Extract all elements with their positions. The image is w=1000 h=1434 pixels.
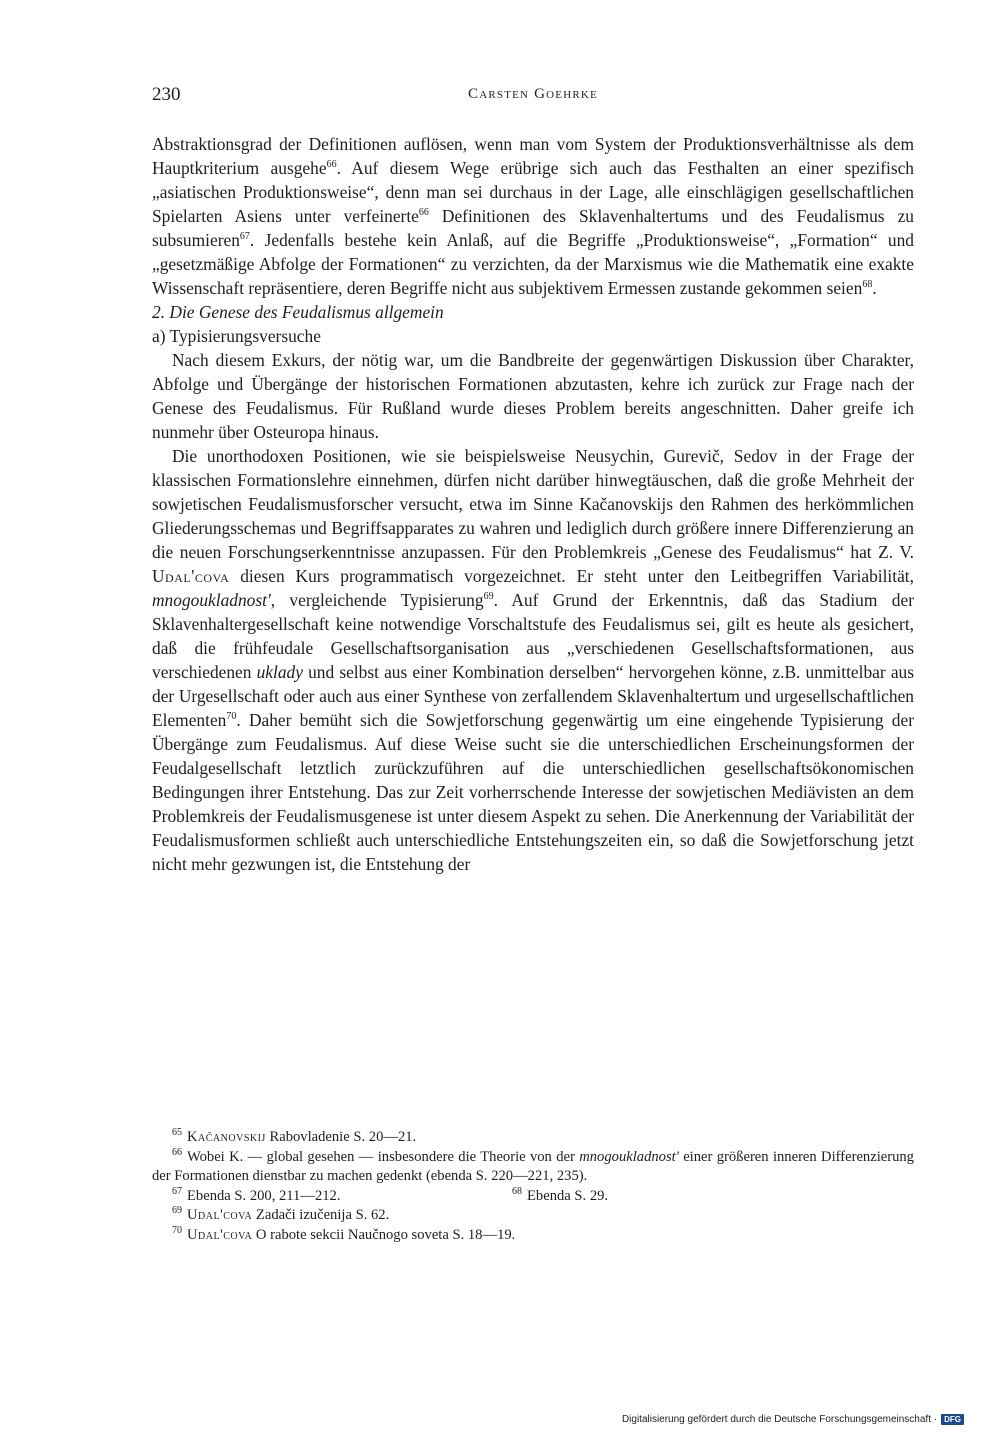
subsection-heading: a) Typisierungsversuche (152, 326, 321, 346)
footnote-69: $^{69}$ Udal'cova Zadači izučenija S. 62. (172, 1205, 390, 1223)
footnote-ref-68[interactable]: 68 (862, 279, 873, 291)
author-name: Udal'cova (152, 566, 230, 586)
footnote-row-67-68 (152, 1187, 914, 1207)
footnote-68: $^{68}$ Ebenda S. 29. (512, 1185, 609, 1204)
funding-note (622, 1414, 964, 1425)
footnotes (152, 1128, 914, 1245)
footnote-65: $^{65}$ Kačanovskij Rabovladenie S. 20—21. (172, 1127, 417, 1145)
footnote-ref-70[interactable]: 70 (226, 711, 237, 723)
paragraph-2: Nach diesem Exkurs, der nötig war, um die Bandbreite der gegenwärtigen Diskussion über Charakter, Abfolge und Übergänge der historischen Formationen abzutasten, kehre ich zurück zur Frage nach der Genese des Feudalismus. Für Rußland wurde dieses Problem bereits angeschnitten. Daher greife ich nunmehr über Osteuropa hinaus. (152, 350, 914, 442)
page-header (152, 84, 914, 108)
paragraph-1: Abstraktionsgrad der Definitionen auflösen, wenn man vom System der Produktionsverhältnisse als dem Hauptkriterium ausgehe$^{66}$. Auf diesem Wege erübrige sich auch das Festhalten an einer spezifisch „asiatischen Produktionsweise“, denn man sei durchaus in der Lage, alle einschlägigen gesellschaftlichen Spielarten Asiens unter verfeinerte$^{66}$ Definitionen des Sklavenhaltertums und des Feudalismus zu subsumieren$^{67}$. Jedenfalls bestehe kein Anlaß, auf die Begriffe „Produktionsweise“, „Formation“ und „gesetzmäßige Abfolge der Formationen“ zu verzichten, da der Marxismus wie die Mathematik eine exakte Wissenschaft repräsentiere, deren Begriffe nicht aus subjektivem Ermessen zustande gekommen seien$^{68}$. (152, 134, 914, 298)
running-head: Carsten Goehrke (468, 86, 598, 102)
term-mnogoukladnost: mnogoukladnost' (152, 590, 271, 610)
section-heading: 2. Die Genese des Feudalismus allgemein (152, 302, 444, 322)
page-number: 230 (152, 84, 181, 105)
footnote-ref-67[interactable]: 67 (239, 231, 250, 243)
term-uklady: uklady (256, 662, 303, 682)
dfg-logo-icon: DFG (941, 1414, 964, 1425)
footnote-66: $^{66}$ Wobei K. — global gesehen — insbesondere die Theorie von der mnogoukladnost' einer größeren inneren Differenzierung der Formationen dienstbar zu machen gedenkt (ebenda S. 220—221, 235). (152, 1146, 914, 1184)
footnote-ref-66[interactable]: 66 (326, 159, 337, 171)
footnote-ref-69[interactable]: 69 (483, 591, 494, 603)
footnote-70: $^{70}$ Udal'cova O rabote sekcii Naučnogo soveta S. 18—19. (172, 1224, 516, 1243)
paragraph-3: Die unorthodoxen Positionen, wie sie beispielsweise Neusychin, Gurevič, Sedov in der Frage der klassischen Formationslehre einnehmen, dürfen nicht darüber hinwegtäuschen, daß die große Mehrheit der sowjetischen Feudalismusforscher versucht, etwa im Sinne Kačanovskijs den Rahmen des herkömmlichen Gliederungsschemas und Begriffsapparates zu wahren und lediglich durch größere innere Differenzierung an die neuen Forschungserkenntnisse anzupassen. Für den Problemkreis „Genese des Feudalismus“ hat Z. V. Udal'cova diesen Kurs programmatisch vorgezeichnet. Er steht unter den Leitbegriffen Variabilität, mnogoukladnost', vergleichende Typisierung$^{69}$. Auf Grund der Erkenntnis, daß das Stadium der Sklavenhaltergesellschaft keine notwendige Vorschaltstufe des Feudalismus sei, gilt es heute als gesichert, daß die frühfeudale Gesellschaftsorganisation aus „verschiedenen Gesellschaftsformationen, aus verschiedenen uklady und selbst aus einer Kombination derselben“ hervorgehen könne, z.B. unmittelbar aus der Urgesellschaft oder auch aus einer Synthese von zerfallendem Sklavenhaltertum und urgesellschaftlichen Elementen$^{70}$. Daher bemüht sich die Sowjetforschung gegenwärtig um eine eingehende Typisierung der Übergänge zum Feudalismus. Auf diese Weise sucht sie die unterschiedlichen Erscheinungsformen der Feudalgesellschaft letztlich zurückzuführen auf die unterschiedlichen gesellschaftsökonomischen Bedingungen ihrer Entstehung. Das zur Zeit vorherrschende Interesse der sowjetischen Mediävisten an dem Problemkreis der Feudalismusgenese ist unter diesem Aspekt zu sehen. Die Anerkennung der Variabilität der Feudalismusformen schließt auch unterschiedliche Entstehungszeiten ein, so daß die Sowjetforschung jetzt nicht mehr gezwungen ist, die Entstehung der (152, 446, 915, 874)
footnote-ref-66b[interactable]: 66 (418, 207, 429, 219)
body-text (152, 132, 914, 876)
funding-text: Digitalisierung gefördert durch die Deutsche Forschungsgemeinschaft · (621, 1414, 938, 1425)
footnote-67: $^{67}$ Ebenda S. 200, 211—212. (172, 1185, 341, 1204)
